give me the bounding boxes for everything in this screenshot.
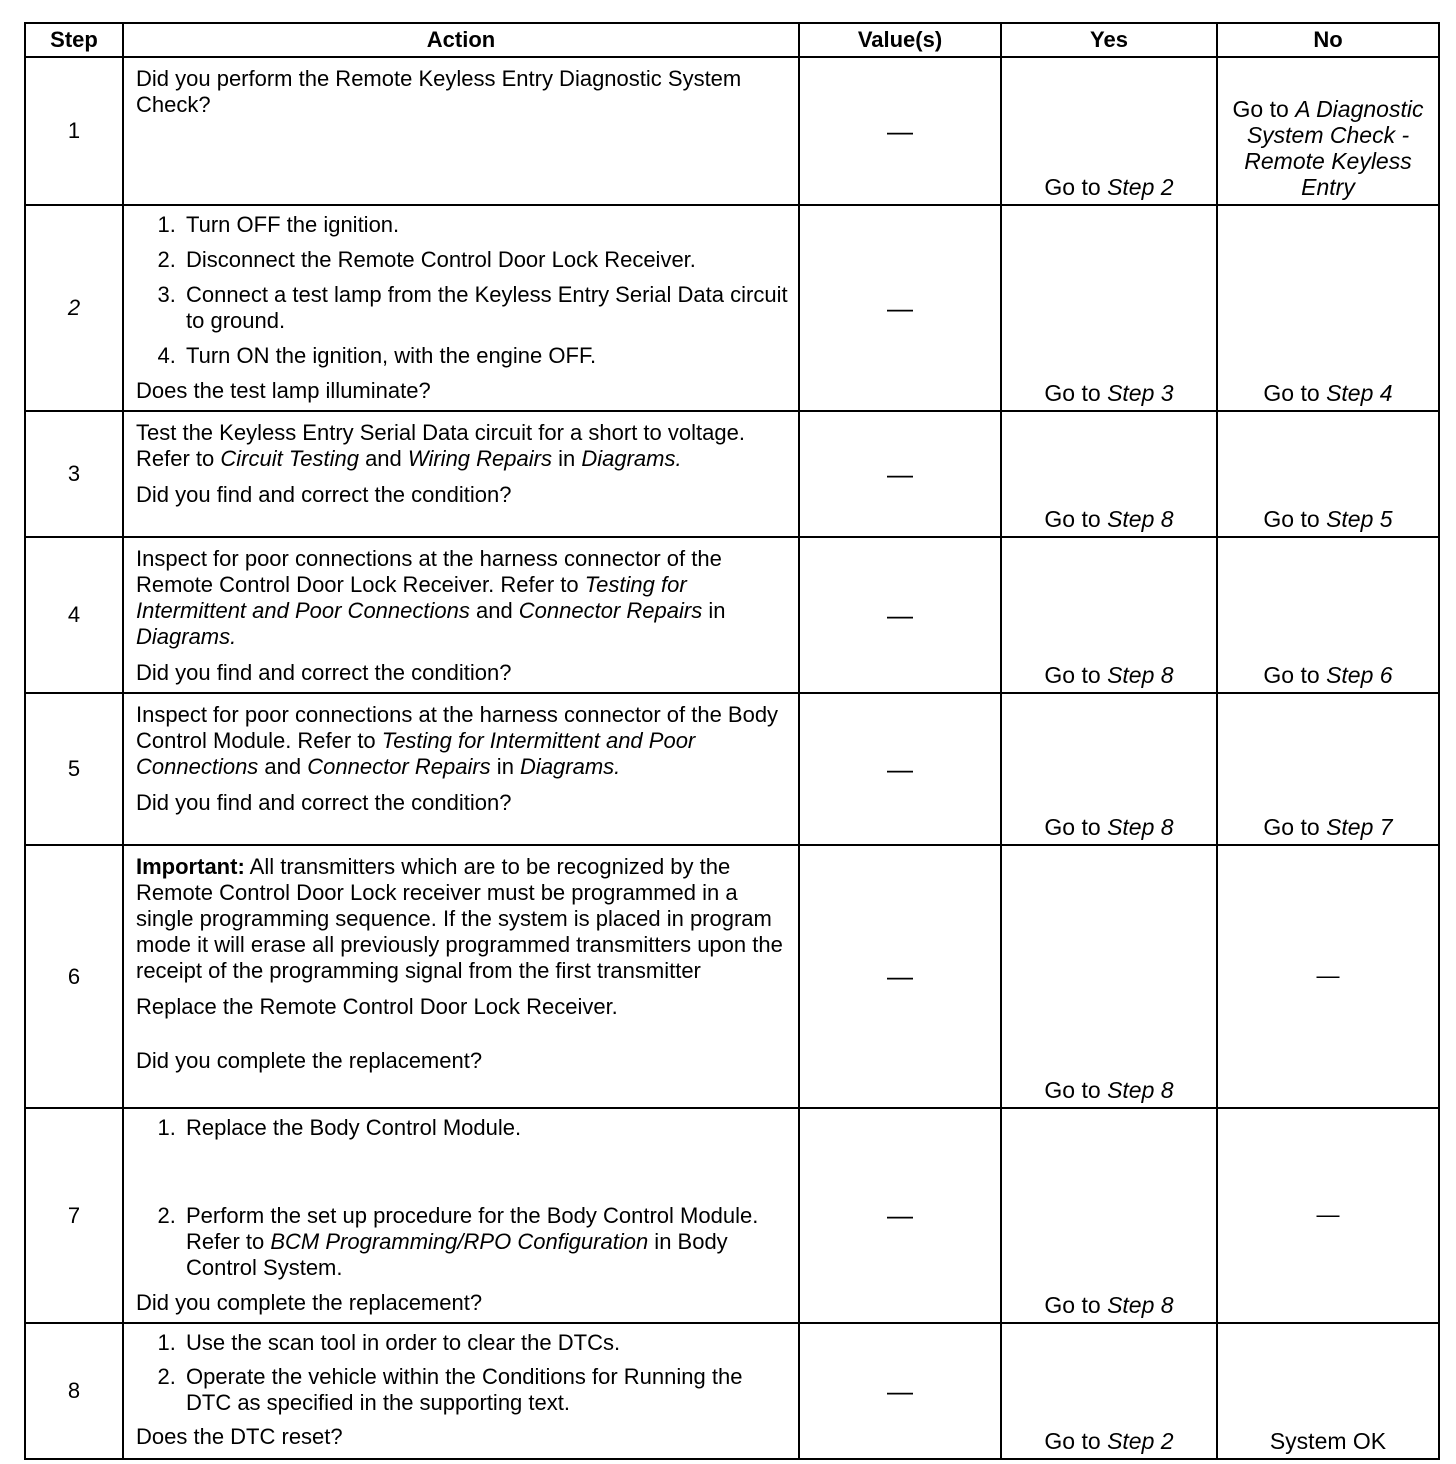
no-go-to-text: Go to — [1232, 96, 1296, 122]
go-to-text: Go to — [1263, 506, 1320, 532]
header-values: Value(s) — [799, 23, 1001, 57]
table-row — [25, 1323, 1439, 1459]
yes-step-ref: Step 8 — [1107, 1292, 1174, 1318]
yes-cell — [1001, 845, 1217, 1108]
action-cell — [123, 205, 799, 411]
yes-cell — [1001, 205, 1217, 411]
yes-step-ref: Step 2 — [1107, 1428, 1174, 1454]
value-cell: — — [799, 537, 1001, 693]
go-to-text: Go to — [1263, 380, 1320, 406]
action-instruction — [136, 420, 790, 472]
go-to-text: Go to — [1044, 1428, 1101, 1454]
action-step: 3. Connect a test lamp from the Keyless Entry Serial Data circuit to ground. — [182, 282, 790, 334]
yes-cell — [1001, 537, 1217, 693]
value-cell: — — [799, 693, 1001, 845]
action-step: 4. Turn ON the ignition, with the engine OFF. — [182, 343, 790, 369]
yes-step-ref: Step 2 — [1107, 174, 1174, 200]
action-instruction — [136, 546, 790, 650]
table-row — [25, 1108, 1439, 1323]
action-step: 1. Replace the Body Control Module. — [182, 1115, 790, 1141]
go-to-text: Go to — [1044, 814, 1101, 840]
go-to-text: Go to — [1263, 814, 1320, 840]
action-question: Did you find and correct the condition? — [136, 482, 512, 507]
no-cell — [1217, 693, 1439, 845]
reference-link: Diagrams. — [136, 624, 237, 649]
go-to-text: Go to — [1044, 506, 1101, 532]
value-cell: — — [799, 57, 1001, 205]
no-cell — [1217, 205, 1439, 411]
instruction-text: in — [702, 598, 726, 623]
instruction-text: Inspect for poor connections at the harness connector of the Body Control Module. Refer to — [136, 702, 779, 753]
step-number: 4 — [25, 537, 123, 693]
important-text: All transmitters which are to be recognized by the Remote Control Door Lock receiver must be programmed in a single programming sequence. If the system is placed in program mode it will erase all previously programmed transmitters upon the receipt of the programming signal from the first transmitter — [136, 854, 783, 983]
no-step-ref: Step 7 — [1326, 814, 1393, 840]
no-cell — [1217, 57, 1439, 205]
diagnostic-table — [24, 22, 1440, 1460]
important-note — [136, 854, 790, 984]
reference-link: Connector Repairs — [518, 598, 703, 623]
reference-link: BCM Programming/RPO Configuration — [270, 1229, 649, 1254]
no-cell: — — [1217, 1108, 1439, 1323]
action-step: 1. Use the scan tool in order to clear the DTCs. — [182, 1330, 790, 1356]
action-cell — [123, 1323, 799, 1459]
instruction-text: Perform the set up procedure for the Body Control Module. Refer to — [186, 1203, 759, 1254]
yes-cell — [1001, 1323, 1217, 1459]
no-cell — [1217, 411, 1439, 537]
action-step — [182, 1203, 790, 1281]
action-steps — [136, 1330, 790, 1416]
header-action: Action — [123, 23, 799, 57]
action-steps — [136, 212, 790, 369]
action-question: Does the DTC reset? — [136, 1424, 343, 1449]
step-number: 2 — [25, 205, 123, 411]
action-instruction — [136, 702, 790, 780]
action-cell — [123, 845, 799, 1108]
action-question: Did you find and correct the condition? — [136, 660, 512, 685]
step-number: 1 — [25, 57, 123, 205]
action-question: Did you perform the Remote Keyless Entry Diagnostic System Check? — [136, 66, 742, 117]
yes-step-ref: Step 3 — [1107, 380, 1174, 406]
action-question: Did you complete the replacement? — [136, 1048, 483, 1073]
reference-link: Circuit Testing — [220, 446, 359, 471]
table-row — [25, 845, 1439, 1108]
action-steps — [136, 1115, 790, 1281]
instruction-text: Inspect for poor connections at the harness connector of the Remote Control Door Lock Receiver. Refer to — [136, 546, 722, 597]
value-cell: — — [799, 1108, 1001, 1323]
action-cell — [123, 537, 799, 693]
go-to-text: Go to — [1044, 1077, 1101, 1103]
reference-link: Testing for Intermittent and Poor Connections — [136, 572, 687, 623]
step-number: 7 — [25, 1108, 123, 1323]
go-to-text: Go to — [1044, 380, 1101, 406]
yes-cell — [1001, 1108, 1217, 1323]
instruction-text: in — [490, 754, 521, 779]
no-step-ref: Step 6 — [1326, 662, 1393, 688]
step-number: 8 — [25, 1323, 123, 1459]
action-cell — [123, 1108, 799, 1323]
no-step-ref: Step 5 — [1326, 506, 1393, 532]
no-step-ref: Step 4 — [1326, 380, 1393, 406]
instruction-text: Test the Keyless Entry Serial Data circuit for a short to voltage. Refer to — [136, 420, 745, 471]
action-cell — [123, 411, 799, 537]
go-to-text: Go to — [1044, 1292, 1101, 1318]
reference-link: Testing for Intermittent and Poor Connections — [136, 728, 696, 779]
header-yes: Yes — [1001, 23, 1217, 57]
action-question: Did you find and correct the condition? — [136, 790, 512, 815]
action-cell — [123, 57, 799, 205]
yes-step-ref: Step 8 — [1107, 1077, 1174, 1103]
yes-step-ref: Step 8 — [1107, 814, 1174, 840]
header-row — [25, 23, 1439, 57]
table-row — [25, 411, 1439, 537]
no-cell: System OK — [1217, 1323, 1439, 1459]
go-to-text: Go to — [1263, 662, 1320, 688]
no-cell — [1217, 537, 1439, 693]
table-row — [25, 537, 1439, 693]
step-number: 6 — [25, 845, 123, 1108]
reference-link: Diagrams. — [520, 754, 621, 779]
go-to-text: Go to — [1044, 662, 1101, 688]
no-cell: — — [1217, 845, 1439, 1108]
step-number: 5 — [25, 693, 123, 845]
table-row — [25, 57, 1439, 205]
instruction-text: and — [469, 598, 519, 623]
reference-link: Connector Repairs — [307, 754, 491, 779]
yes-cell — [1001, 693, 1217, 845]
reference-link: Wiring Repairs — [407, 446, 552, 471]
header-no: No — [1217, 23, 1439, 57]
instruction-text: and — [358, 446, 408, 471]
value-cell: — — [799, 205, 1001, 411]
reference-link: Diagrams. — [581, 446, 682, 471]
instruction-text: and — [258, 754, 308, 779]
value-cell: — — [799, 411, 1001, 537]
step-number: 3 — [25, 411, 123, 537]
action-cell — [123, 693, 799, 845]
important-label: Important: — [136, 854, 245, 879]
yes-cell — [1001, 57, 1217, 205]
action-question: Does the test lamp illuminate? — [136, 378, 431, 403]
value-cell: — — [799, 1323, 1001, 1459]
header-step: Step — [25, 23, 123, 57]
yes-cell — [1001, 411, 1217, 537]
table-row — [25, 205, 1439, 411]
action-question: Did you complete the replacement? — [136, 1290, 483, 1315]
table-row — [25, 693, 1439, 845]
go-to-text: Go to — [1044, 174, 1101, 200]
instruction-text: in — [551, 446, 582, 471]
action-instruction: Replace the Remote Control Door Lock Receiver. — [136, 994, 618, 1019]
action-step: 2. Disconnect the Remote Control Door Lock Receiver. — [182, 247, 790, 273]
yes-step-ref: Step 8 — [1107, 662, 1174, 688]
value-cell: — — [799, 845, 1001, 1108]
instruction-text: in Body Control System. — [186, 1229, 728, 1280]
no-step-ref: A Diagnostic System Check - Remote Keyless Entry — [1244, 96, 1424, 200]
action-step: 2. Operate the vehicle within the Conditions for Running the DTC as specified in the supporting text. — [182, 1364, 790, 1416]
action-step: 1. Turn OFF the ignition. — [182, 212, 790, 238]
yes-step-ref: Step 8 — [1107, 506, 1174, 532]
